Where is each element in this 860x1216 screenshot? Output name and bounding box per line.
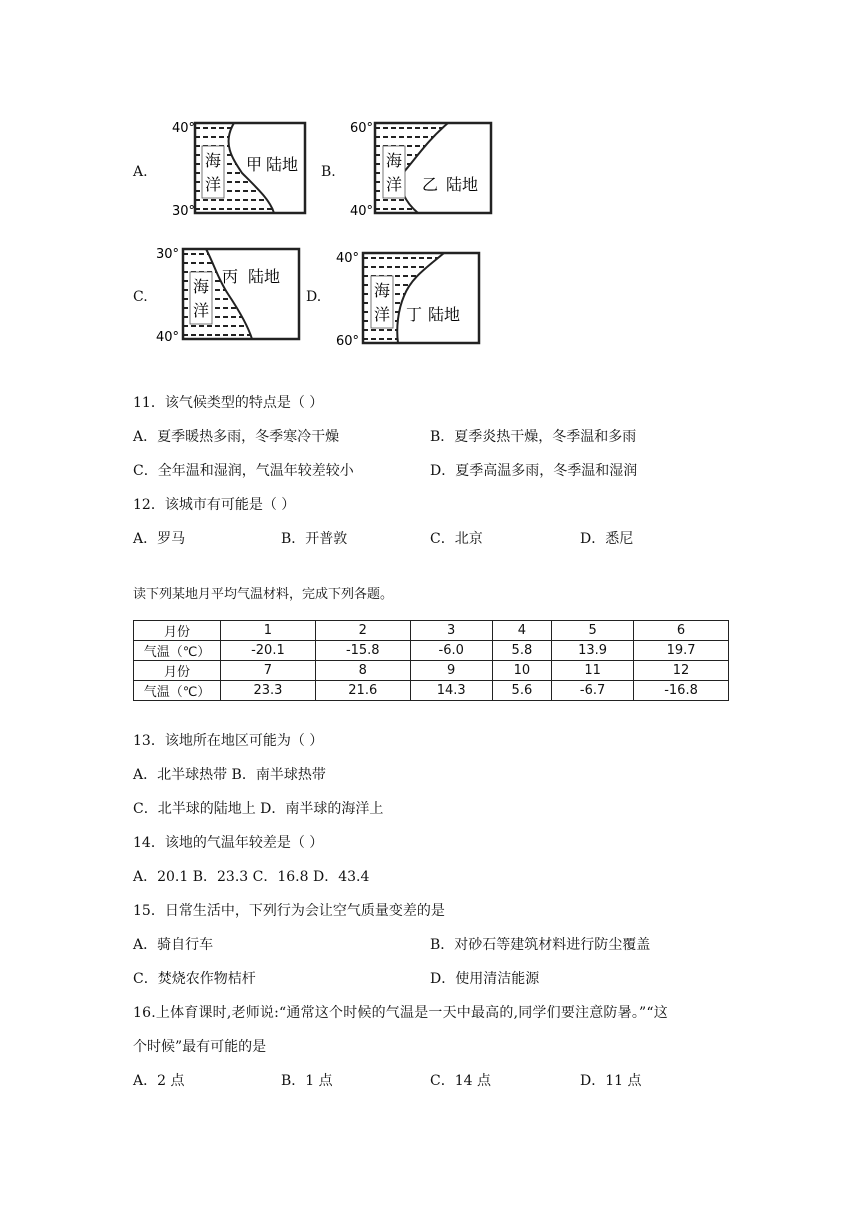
sea-label: 海: [374, 281, 391, 300]
question-13-options-cd: C．北半球的陆地上 D．南半球的海洋上: [133, 801, 384, 817]
temperature-table: [133, 620, 729, 701]
table-cell: 3: [410, 621, 492, 641]
lat-label-top: 60°: [350, 121, 374, 136]
question-16-option-a: A．2 点: [133, 1073, 185, 1089]
table-cell: 6: [634, 621, 729, 641]
region-mark: 丙: [222, 267, 239, 286]
region-mark: 甲: [246, 155, 263, 174]
table-row: [134, 661, 729, 681]
table-cell: 13.9: [552, 641, 634, 661]
lat-label-bottom: 60°: [336, 334, 360, 348]
table-cell: 4: [492, 621, 551, 641]
region-mark: 丁: [406, 305, 423, 324]
sea-label: 洋: [374, 305, 391, 324]
option-label-d: D.: [306, 289, 322, 305]
table-cell: 7: [221, 661, 316, 681]
question-12-option-c: C．北京: [430, 531, 483, 547]
table-cell: 2: [315, 621, 410, 641]
table-cell: 21.6: [315, 681, 410, 701]
question-15-option-a: A．骑自行车: [133, 937, 214, 953]
question-13-options-ab: A．北半球热带 B．南半球热带: [133, 767, 326, 783]
table-row: [134, 681, 729, 701]
table-cell: -15.8: [315, 641, 410, 661]
table-row: [134, 641, 729, 661]
lat-label-top: 40°: [172, 121, 196, 136]
map-option-a: [162, 118, 312, 218]
lat-label-top: 40°: [336, 251, 360, 266]
map-option-d: [336, 248, 486, 348]
question-11-stem: 11．该气候类型的特点是（ ）: [133, 395, 324, 411]
question-14-options: A．20.1 B．23.3 C．16.8 D．43.4: [133, 869, 370, 885]
question-15-stem: 15．日常生活中，下列行为会让空气质量变差的是: [133, 903, 445, 919]
question-12-option-b: B．开普敦: [281, 531, 348, 547]
temp-header: 气温（℃）: [134, 641, 221, 661]
table-cell: 1: [221, 621, 316, 641]
question-11-option-d: D．夏季高温多雨，冬季温和湿润: [430, 463, 638, 479]
table-cell: 5.8: [492, 641, 551, 661]
question-11-option-b: B．夏季炎热干燥，冬季温和多雨: [430, 429, 637, 445]
table-cell: -16.8: [634, 681, 729, 701]
table-cell: 10: [492, 661, 551, 681]
question-12-option-d: D．悉尼: [580, 531, 634, 547]
question-15-option-b: B．对砂石等建筑材料进行防尘覆盖: [430, 937, 651, 953]
sea-label: 洋: [193, 301, 210, 320]
table-cell: 8: [315, 661, 410, 681]
table-cell: 14.3: [410, 681, 492, 701]
question-15-option-c: C．焚烧农作物桔杆: [133, 971, 256, 987]
sea-label: 海: [386, 151, 403, 170]
table-cell: 11: [552, 661, 634, 681]
option-label-c: C.: [133, 289, 148, 305]
sea-label: 洋: [205, 175, 222, 194]
lat-label-top: 30°: [156, 247, 180, 262]
lat-label-bottom: 40°: [156, 330, 180, 344]
question-16-option-b: B．1 点: [281, 1073, 333, 1089]
question-16-option-d: D．11 点: [580, 1073, 642, 1089]
question-11-option-a: A．夏季暖热多雨，冬季寒冷干燥: [133, 429, 340, 445]
table-cell: -6.0: [410, 641, 492, 661]
table-cell: 5: [552, 621, 634, 641]
month-header: 月份: [134, 621, 221, 641]
question-13-stem: 13．该地所在地区可能为（ ）: [133, 733, 324, 749]
table-cell: 5.6: [492, 681, 551, 701]
question-12-option-a: A．罗马: [133, 531, 186, 547]
question-16-stem-line2: 个时候”最有可能的是: [133, 1039, 267, 1055]
option-label-b: B.: [321, 164, 336, 180]
question-14-stem: 14．该地的气温年较差是（ ）: [133, 835, 324, 851]
month-header: 月份: [134, 661, 221, 681]
lat-label-bottom: 30°: [172, 204, 196, 218]
sea-label: 海: [205, 151, 222, 170]
table-cell: 12: [634, 661, 729, 681]
land-label: 陆地: [446, 175, 479, 194]
sea-label: 洋: [386, 175, 403, 194]
option-label-a: A.: [133, 164, 148, 180]
map-option-b: [348, 118, 498, 218]
lat-label-bottom: 40°: [350, 204, 374, 218]
question-16-option-c: C．14 点: [430, 1073, 491, 1089]
table-cell: 23.3: [221, 681, 316, 701]
table-cell: -6.7: [552, 681, 634, 701]
table-cell: -20.1: [221, 641, 316, 661]
land-label: 陆地: [266, 155, 299, 174]
table-cell: 19.7: [634, 641, 729, 661]
land-label: 陆地: [248, 267, 281, 286]
question-12-stem: 12．该城市有可能是（ ）: [133, 497, 296, 513]
region-mark: 乙: [422, 175, 439, 194]
map-option-c: [156, 244, 306, 344]
material-intro: 读下列某地月平均气温材料，完成下列各题。: [133, 587, 394, 602]
land-label: 陆地: [428, 305, 461, 324]
question-16-stem-line1: 16.上体育课时,老师说:“通常这个时候的气温是一天中最高的,同学们要注意防暑。”“这: [133, 1005, 668, 1021]
table-cell: 9: [410, 661, 492, 681]
table-row: [134, 621, 729, 641]
question-11-option-c: C．全年温和湿润，气温年较差较小: [133, 463, 354, 479]
question-15-option-d: D．使用清洁能源: [430, 971, 540, 987]
sea-label: 海: [193, 277, 210, 296]
temp-header: 气温（℃）: [134, 681, 221, 701]
